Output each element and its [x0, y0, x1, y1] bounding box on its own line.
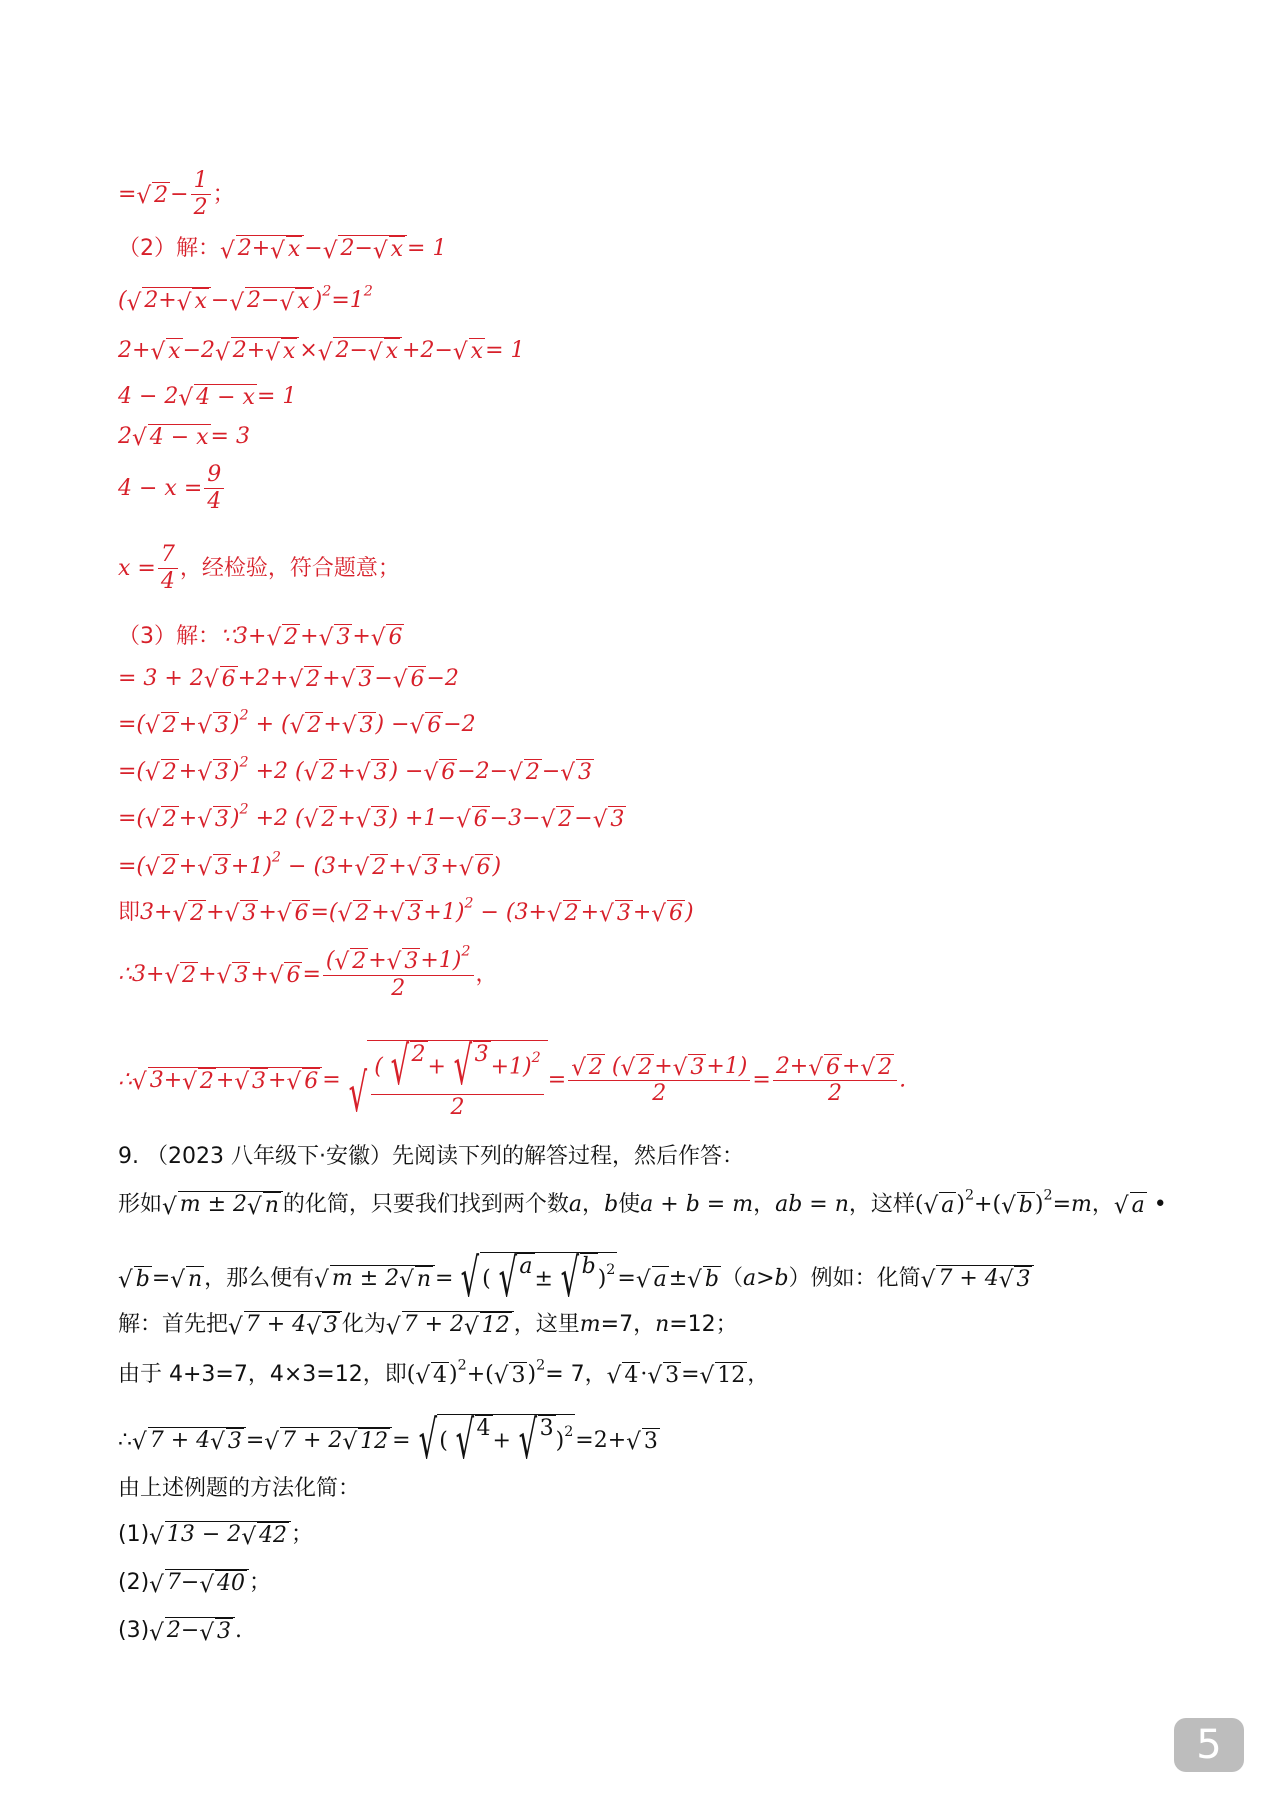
part2-line-2: ( √ 2+ √ x − √ 2− √ x )$^2=1^2$: [118, 283, 373, 316]
part3-line-2: = 3 + 2 √ 6 +2+ √ 2 + √ 3 − √ 6 −2: [118, 666, 459, 694]
question-9-para-6: 由上述例题的方法化简：: [118, 1476, 361, 1501]
part3-line-7: 即3+ √ 2 + √ 3 + √ 6 =( √ 2 + √ 3 +1)$^2$ − (3+ √ 2 + √ 3 + √ 6 ): [118, 895, 694, 928]
part2-line-4: 4 − 2 √ 4 − x = 1: [118, 384, 297, 412]
subquestion-2: (2) √ 7− √ 40 ；: [118, 1570, 272, 1598]
part2-line-6: 4 − x = $\frac{9}{4}$: [118, 462, 226, 516]
part2-line-5: 2 √ 4 − x = 3: [118, 424, 250, 452]
part3-line-1: （3）解：∵3+ √ 2 + √ 3 + √ 6: [118, 624, 403, 652]
part2-line-7: x = $\frac{7}{4}$ ，经检验，符合题意；: [118, 542, 400, 595]
question-9-para-5: ∴ √ 7 + 4 √ 3 = √ 7 + 2 √ 12 = √ ( √ 4 + √ 3 )$^2$ =2+ √ 3: [118, 1410, 658, 1471]
page-number-badge: 5: [1174, 1718, 1244, 1772]
part3-line-8: ∴3+ √ 2 + √ 3 + √ 6 = ( √ 2 + √ 3 +1)$^2$ 2 ，: [118, 943, 498, 1001]
part3-line-4: =( √ 2 + √ 3 )$^2$ +2 ( √ 2 + √ 3 ) − √ 6 −2− √ 2 − √ 3: [118, 754, 592, 787]
subquestion-1: (1) √ 13 − 2 √ 42 ；: [118, 1522, 314, 1550]
part2-line-3: 2+ √ x −2 √ 2+ √ x × √ 2− √ x +2− √ x = 1: [118, 338, 525, 366]
part2-line-1: （2）解： √ 2+ √ x − √ 2− √ x = 1: [118, 236, 447, 264]
part3-line-3: =( √ 2 + √ 3 )$^2$ + ( √ 2 + √ 3 ) − √ 6 −2: [118, 707, 476, 740]
part3-line-6: =( √ 2 + √ 3 +1)$^2$ − (3+ √ 2 + √ 3 + √ 6 ): [118, 849, 502, 882]
part1-result-line: = √ 2 − $\frac{1}{2}$ ；: [118, 168, 235, 221]
part3-line-5: =( √ 2 + √ 3 )$^2$ +2 ( √ 2 + √ 3 ) +1− √ 6 −3− √ 2 − √ 3: [118, 801, 625, 834]
question-9-para-2: √ b = √ n ，那么便有 √ m ± 2 √ n = √ ( √ a ± √ b )$^2$ = √ a ± √ b （a>b）例如：化简 √ 7 + 4 √ 3: [118, 1252, 1034, 1306]
question-9-para-1: 形如 √ m ± 2 √ n 的化简，只要我们找到两个数a，b使a + b = m，ab = n，这样( √ a )$^2$+( √ b )$^2$=m， √ a •: [118, 1187, 1167, 1220]
question-9-title: 9. （2023 八年级下·安徽）先阅读下列的解答过程，然后作答：: [118, 1144, 744, 1169]
question-9-para-4: 由于 4+3=7，4×3=12，即( √ 4 )$^2$+( √ 3 )$^2$= 7， √ 4 · √ 3 = √ 12 ，: [118, 1357, 770, 1390]
part3-line-9: ∴ √ 3+ √ 2 + √ 3 + √ 6 = √ ( √ 2 + √ 3 +1)$^2$ 2 = √ 2 ( √ 2 + √ 3 +1) 2 = 2+ √ 6 + √ 2 2 .: [118, 1036, 907, 1125]
question-9-para-3: 解：首先把 √ 7 + 4 √ 3 化为 √ 7 + 2 √ 12 ，这里m=7，n=12；: [118, 1312, 738, 1340]
subquestion-3: (3) √ 2− √ 3 .: [118, 1618, 243, 1646]
